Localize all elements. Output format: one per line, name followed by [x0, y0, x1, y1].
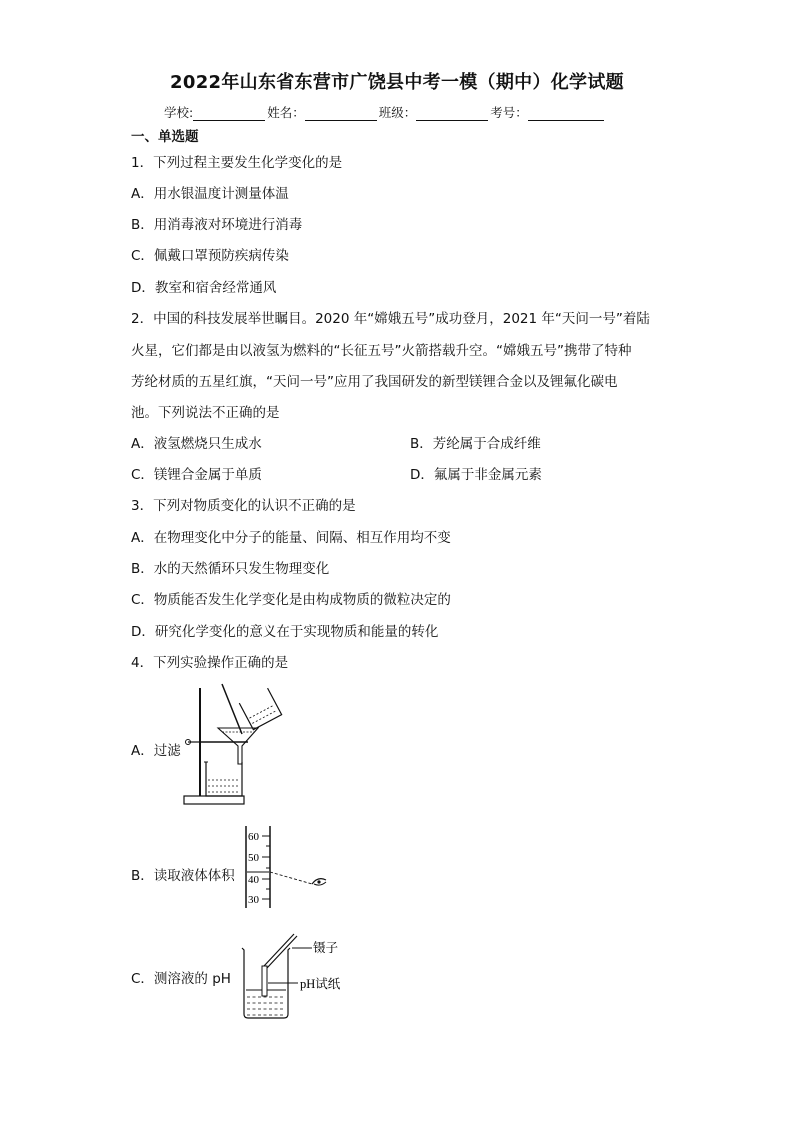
question-3-stem: 3．下列对物质变化的认识不正确的是 [131, 498, 356, 514]
class-blank[interactable] [416, 106, 488, 121]
question-2-option-d[interactable]: D．氟属于非金属元素 [410, 467, 542, 483]
cylinder-tick-40: 40 [248, 874, 259, 886]
question-2-option-c[interactable]: C．镁锂合金属于单质 [131, 467, 262, 483]
school-blank[interactable] [193, 106, 265, 121]
question-1-option-a[interactable]: A．用水银温度计测量体温 [131, 186, 289, 202]
question-2-line-1: 2．中国的科技发展举世瞩目。2020 年“嫦娥五号”成功登月，2021 年“天问一号”着陆 [131, 311, 650, 327]
question-2-option-b[interactable]: B．芳纶属于合成纤维 [410, 436, 541, 452]
class-label: 班级： [378, 105, 417, 120]
ph-paper-label: pH试纸 [300, 977, 341, 991]
filtration-apparatus-figure [180, 680, 280, 810]
question-4-option-a[interactable]: A．过滤 [131, 743, 181, 759]
cylinder-tick-30: 30 [248, 894, 259, 906]
school-label: 学校: [164, 105, 194, 120]
question-2-line-4: 池。下列说法不正确的是 [131, 405, 280, 421]
name-blank[interactable] [305, 106, 377, 121]
question-4-option-c[interactable]: C．测溶液的 pH [131, 971, 231, 987]
question-2-option-a[interactable]: A．液氢燃烧只生成水 [131, 436, 262, 452]
question-3-option-b[interactable]: B．水的天然循环只发生物理变化 [131, 561, 330, 577]
number-label: 考号： [490, 105, 528, 120]
question-1-option-c[interactable]: C．佩戴口罩预防疾病传染 [131, 248, 289, 264]
question-1-stem: 1．下列过程主要发生化学变化的是 [131, 155, 343, 171]
question-1-option-b[interactable]: B．用消毒液对环境进行消毒 [131, 217, 303, 233]
cylinder-tick-60: 60 [248, 831, 259, 843]
eye-icon [312, 879, 326, 885]
question-3-option-c[interactable]: C．物质能否发生化学变化是由构成物质的微粒决定的 [131, 592, 451, 608]
graduated-cylinder-figure [240, 826, 340, 912]
question-2-line-3: 芳纶材质的五星红旗，“天问一号”应用了我国研发的新型镁锂合金以及锂氟化碳电 [131, 374, 618, 390]
name-label: 姓名： [267, 105, 305, 120]
section-heading: 一、单选题 [131, 129, 199, 145]
question-1-option-d[interactable]: D．教室和宿舍经常通风 [131, 280, 277, 296]
cylinder-tick-50: 50 [248, 852, 259, 864]
question-4-stem: 4．下列实验操作正确的是 [131, 655, 289, 671]
tweezers-label: 镊子 [313, 941, 339, 955]
question-2-line-2: 火星，它们都是由以液氢为燃料的“长征五号”火箭搭载升空。“嫦娥五号”携带了特种 [131, 343, 632, 359]
ph-test-figure [238, 928, 358, 1022]
question-3-option-a[interactable]: A．在物理变化中分子的能量、间隔、相互作用均不变 [131, 530, 451, 546]
question-4-option-b[interactable]: B．读取液体体积 [131, 868, 235, 884]
question-3-option-d[interactable]: D．研究化学变化的意义在于实现物质和能量的转化 [131, 624, 439, 640]
number-blank[interactable] [528, 106, 604, 121]
student-info-row [164, 103, 606, 121]
page-title: 2022年山东省东营市广饶县中考一模（期中）化学试题 [170, 72, 624, 93]
